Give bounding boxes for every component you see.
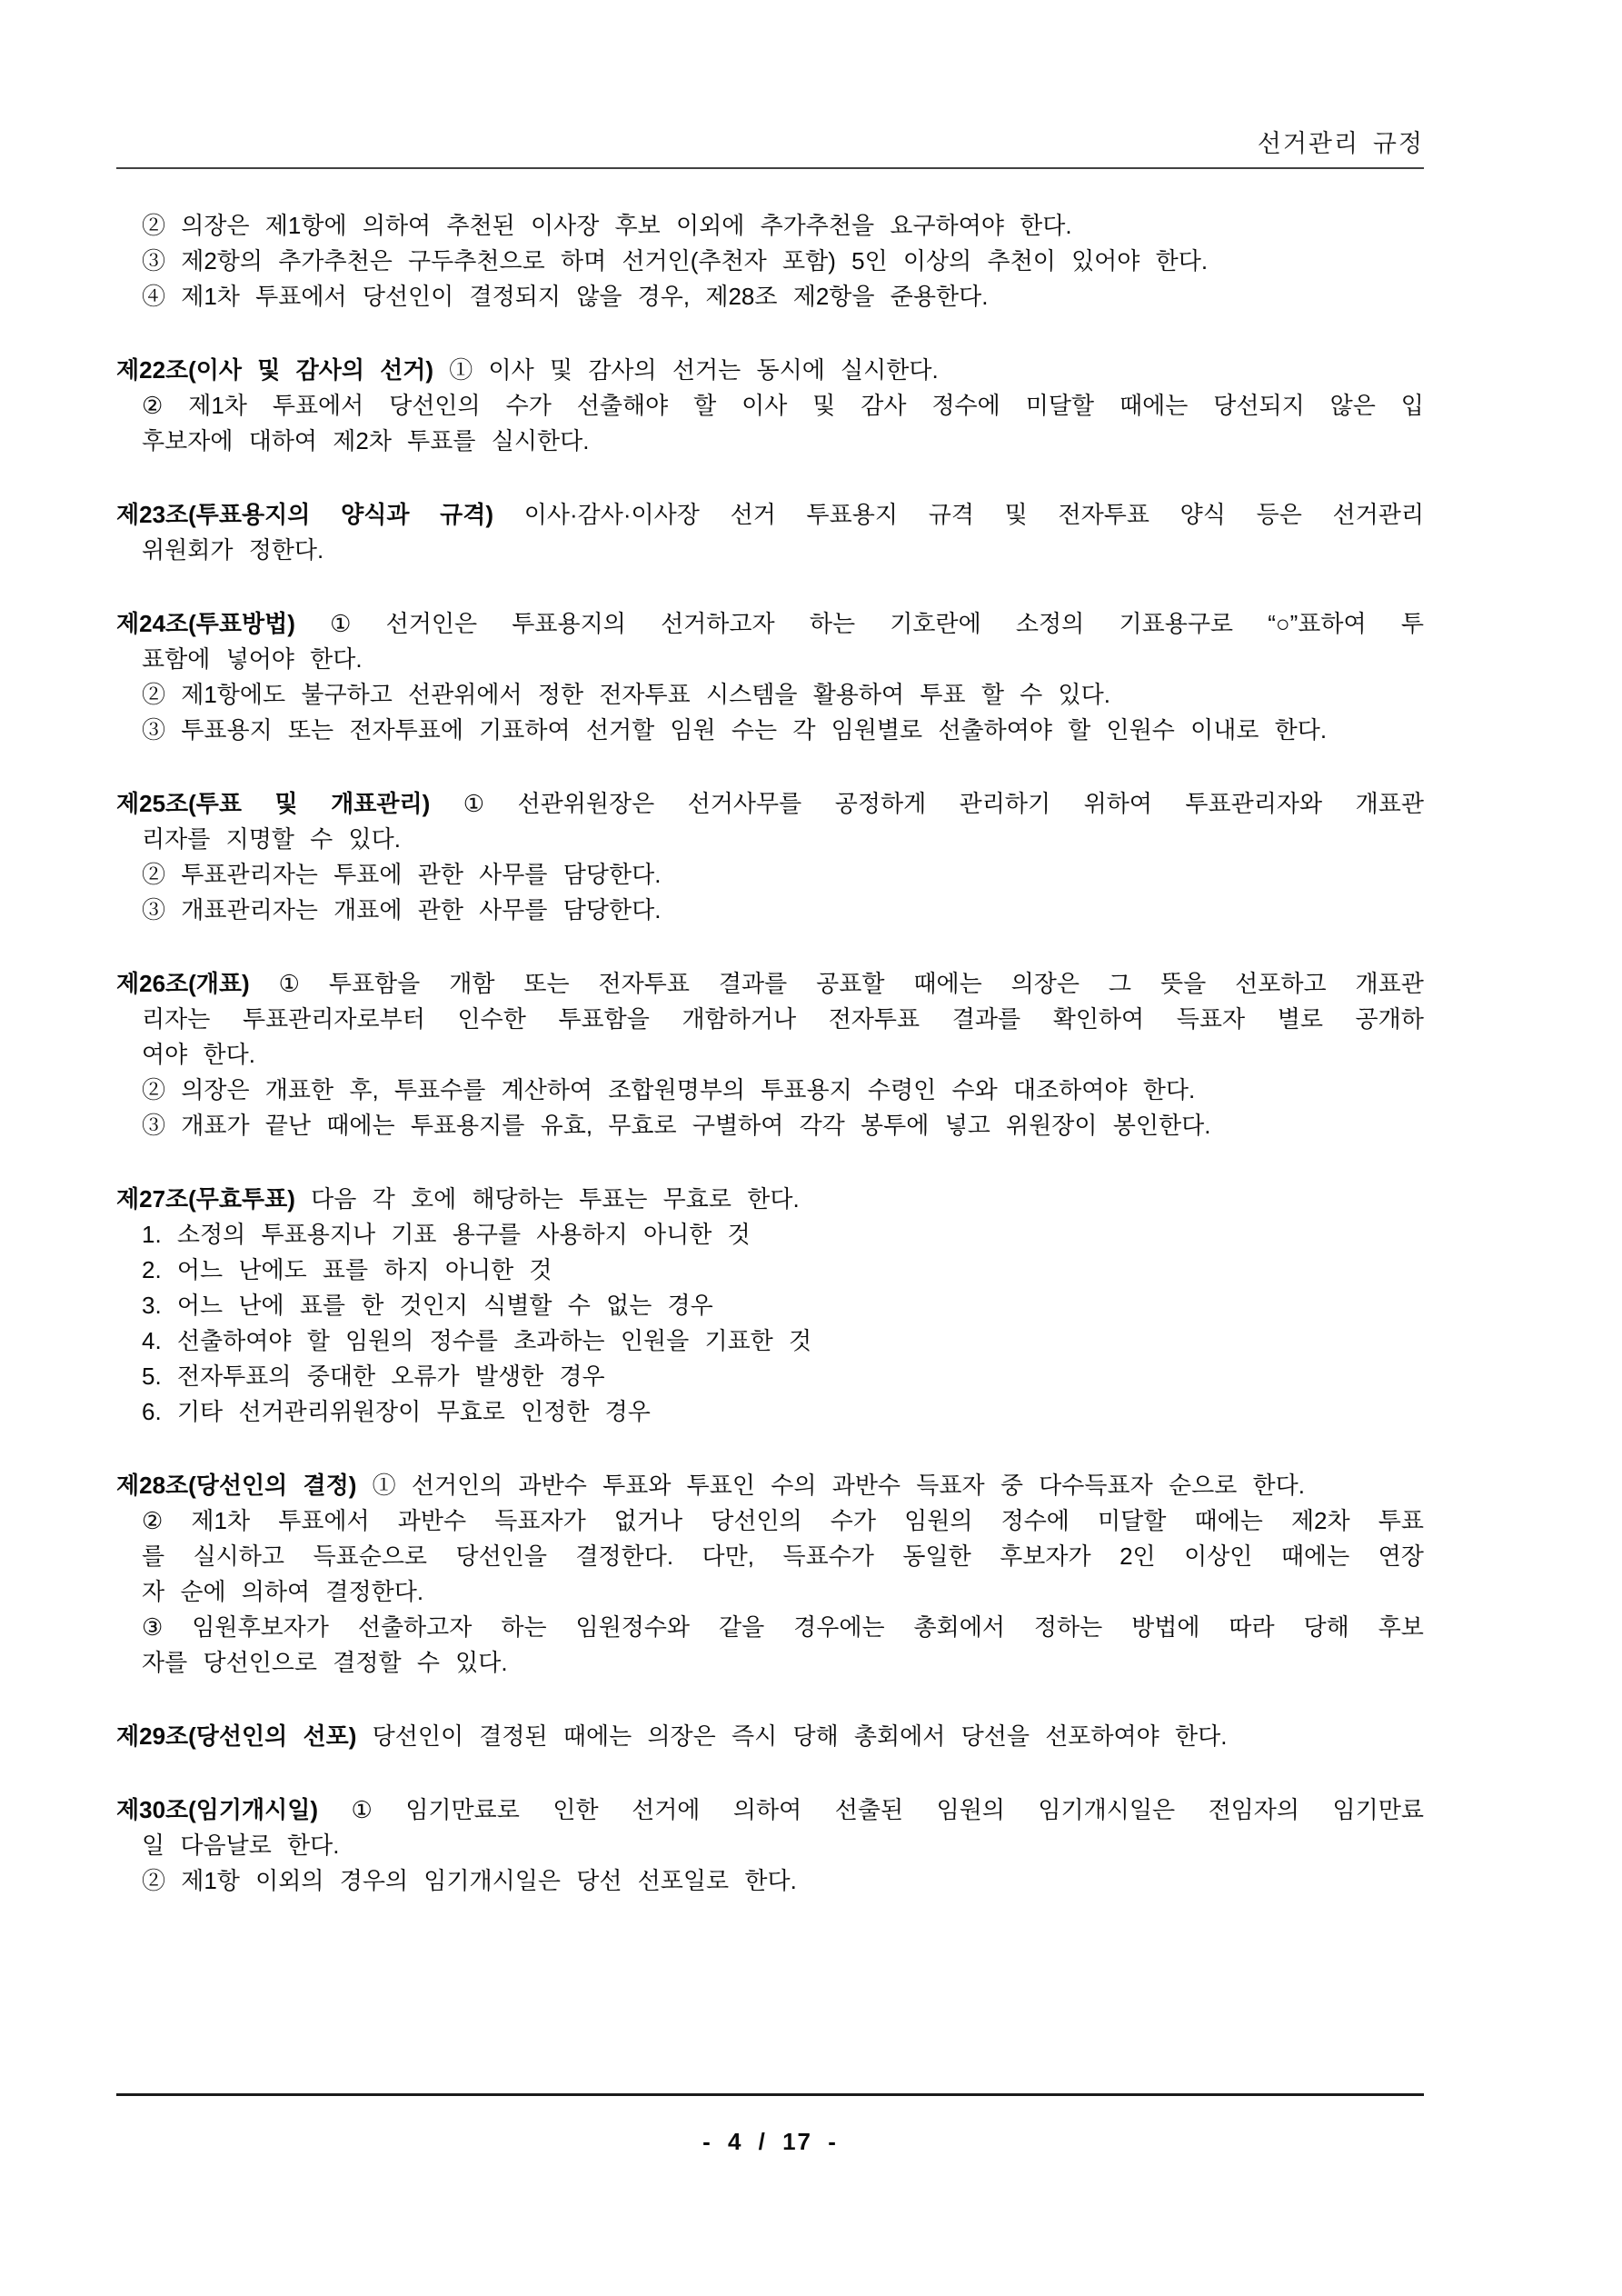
header-rule (116, 167, 1424, 169)
article-paragraph (116, 1182, 1424, 1217)
text-line: 제24조(투표방법) ① 선거인은 투표용지의 선거하고자 하는 기호란에 소정의 기표용구로 “○”표하여 투 (116, 606, 1424, 642)
text-line: 제26조(개표) ① 투표함을 개함 또는 전자투표 결과를 공표할 때에는 의장은 그 뜻을 선포하고 개표관 (116, 966, 1424, 1002)
text-line: 자를 당선인으로 결정할 수 있다. (142, 1649, 508, 1676)
clause-paragraph (116, 893, 1424, 928)
clause-paragraph (116, 677, 1424, 713)
text-line: 를 실시하고 득표순으로 당선인을 결정한다. 다만, 득표수가 동일한 후보자가 2인 이상인 때에는 연장 (142, 1542, 1424, 1570)
text-line: ③ 개표관리자는 개표에 관한 사무를 담당한다. (142, 896, 662, 923)
clause-paragraph (116, 1288, 1424, 1323)
text-line: 2. 어느 난에도 표를 하지 아니한 것 (142, 1256, 552, 1283)
article-section (116, 1719, 1424, 1754)
text-line: 리자는 투표관리자로부터 인수한 투표함을 개함하거나 전자투표 결과를 확인하여 득표자 별로 공개하 (142, 1005, 1424, 1033)
article-title: 개표관리) (331, 790, 431, 817)
article-paragraph (116, 1719, 1424, 1754)
text-line: 여야 한다. (142, 1041, 255, 1068)
clause-paragraph (116, 1863, 1424, 1899)
text-line: 제22조(이사 및 감사의 선거) ① 이사 및 감사의 선거는 동시에 실시한다. (116, 356, 939, 384)
article-title: 제23조(투표용지의 (116, 501, 311, 528)
text-line: ② 제1차 투표에서 당선인의 수가 선출해야 할 이사 및 감사 정수에 미달할 때에는 당선되지 않은 입 (142, 392, 1424, 419)
text-line: ② 의장은 제1항에 의하여 추천된 이사장 후보 이외에 추가추천을 요구하여야 한다. (142, 212, 1072, 239)
article-title: 규격) (440, 501, 494, 528)
text-line: 제27조(무효투표) 다음 각 호에 해당하는 투표는 무효로 한다. (116, 1185, 800, 1213)
article-section (116, 966, 1424, 1143)
article-section (116, 1182, 1424, 1430)
text-line: 제23조(투표용지의 양식과 규격) 이사·감사·이사장 선거 투표용지 규격 및 전자투표 양식 등은 선거관리 (116, 497, 1424, 533)
article-section (116, 208, 1424, 314)
text-line: 표함에 넣어야 한다. (142, 645, 363, 673)
article-paragraph (116, 606, 1424, 677)
article-section (116, 1468, 1424, 1681)
clause-paragraph (116, 1359, 1424, 1394)
text-line: ② 제1차 투표에서 과반수 득표자가 없거나 당선인의 수가 임원의 정수에 미달할 때에는 제2차 투표 (142, 1507, 1424, 1534)
text-line: 4. 선출하여야 할 임원의 정수를 초과하는 인원을 기표한 것 (142, 1327, 812, 1354)
article-title: 및 (274, 790, 298, 817)
article-section (116, 606, 1424, 748)
article-title: 제24조(투표방법) (116, 610, 295, 637)
article-paragraph (116, 353, 1424, 388)
text-line: 3. 어느 난에 표를 한 것인지 식별할 수 없는 경우 (142, 1292, 713, 1319)
clause-paragraph (116, 1503, 1424, 1610)
clause-paragraph (116, 1108, 1424, 1143)
document-body (116, 208, 1424, 1899)
article-section (116, 786, 1424, 928)
text-line: ④ 제1차 투표에서 당선인이 결정되지 않을 경우, 제28조 제2항을 준용한다. (142, 283, 989, 310)
clause-paragraph (116, 1610, 1424, 1681)
text-line: 6. 기타 선거관리위원장이 무효로 인정한 경우 (142, 1398, 651, 1425)
clause-paragraph (116, 1253, 1424, 1288)
clause-paragraph (116, 208, 1424, 244)
clause-paragraph (116, 388, 1424, 459)
text-line: 제28조(당선인의 결정) ① 선거인의 과반수 투표와 투표인 수의 과반수 득표자 중 다수득표자 순으로 한다. (116, 1472, 1306, 1499)
clause-paragraph (116, 279, 1424, 314)
text-line: 후보자에 대하여 제2차 투표를 실시한다. (142, 427, 590, 454)
article-section (116, 1792, 1424, 1899)
article-paragraph (116, 497, 1424, 568)
clause-paragraph (116, 1217, 1424, 1253)
text-line: ② 제1항 이외의 경우의 임기개시일은 당선 선포일로 한다. (142, 1867, 797, 1894)
text-line: ② 투표관리자는 투표에 관한 사무를 담당한다. (142, 861, 662, 888)
text-line: 제30조(임기개시일) ① 임기만료로 인한 선거에 의하여 선출된 임원의 임기개시일은 전임자의 임기만료 (116, 1792, 1424, 1828)
text-line: 일 다음날로 한다. (142, 1832, 340, 1859)
clause-paragraph (116, 1073, 1424, 1108)
clause-paragraph (116, 244, 1424, 279)
text-line: ③ 개표가 끝난 때에는 투표용지를 유효, 무효로 구별하여 각각 봉투에 넣고 위원장이 봉인한다. (142, 1112, 1211, 1139)
footer-rule (116, 2093, 1424, 2096)
article-title: 제25조(투표 (116, 790, 243, 817)
text-line: 제29조(당선인의 선포) 당선인이 결정된 때에는 의장은 즉시 당해 총회에서 당선을 선포하여야 한다. (116, 1722, 1228, 1750)
document-title: 선거관리 규정 (1257, 130, 1424, 157)
text-line: 리자를 지명할 수 있다. (142, 825, 401, 853)
text-line: ② 의장은 개표한 후, 투표수를 계산하여 조합원명부의 투표용지 수령인 수와 대조하여야 한다. (142, 1076, 1196, 1103)
article-title: 제30조(임기개시일) (116, 1796, 319, 1823)
article-title: 제22조(이사 및 감사의 선거) (116, 356, 434, 384)
text-line: 제25조(투표 및 개표관리) ① 선관위원장은 선거사무를 공정하게 관리하기 위하여 투표관리자와 개표관 (116, 786, 1424, 822)
text-line: 5. 전자투표의 중대한 오류가 발생한 경우 (142, 1363, 605, 1390)
clause-paragraph (116, 1323, 1424, 1359)
text-line: ③ 임원후보자가 선출하고자 하는 임원정수와 같을 경우에는 총회에서 정하는 방법에 따라 당해 후보 (142, 1613, 1424, 1641)
article-title: 양식과 (341, 501, 410, 528)
article-paragraph (116, 786, 1424, 857)
clause-paragraph (116, 1394, 1424, 1430)
text-line: ③ 투표용지 또는 전자투표에 기표하여 선거할 임원 수는 각 임원별로 선출하여야 할 인원수 이내로 한다. (142, 716, 1328, 744)
article-title: 제28조(당선인의 결정) (116, 1472, 357, 1499)
text-line: 1. 소정의 투표용지나 기표 용구를 사용하지 아니한 것 (142, 1221, 751, 1248)
article-paragraph (116, 966, 1424, 1073)
clause-paragraph (116, 713, 1424, 748)
text-line: 위원회가 정한다. (142, 536, 324, 564)
article-title: 제29조(당선인의 선포) (116, 1722, 357, 1750)
article-section (116, 353, 1424, 459)
article-title: 제26조(개표) (116, 970, 250, 997)
text-line: ② 제1항에도 불구하고 선관위에서 정한 전자투표 시스템을 활용하여 투표 할 수 있다. (142, 681, 1110, 708)
article-paragraph (116, 1792, 1424, 1863)
text-line: ③ 제2항의 추가추천은 구두추천으로 하며 선거인(추천자 포함) 5인 이상의 추천이 있어야 한다. (142, 247, 1209, 275)
article-paragraph (116, 1468, 1424, 1503)
clause-paragraph (116, 857, 1424, 893)
page-number: - 4 / 17 - (702, 2128, 838, 2155)
text-line: 자 순에 의하여 결정한다. (142, 1578, 424, 1605)
article-title: 제27조(무효투표) (116, 1185, 295, 1213)
article-section (116, 497, 1424, 568)
